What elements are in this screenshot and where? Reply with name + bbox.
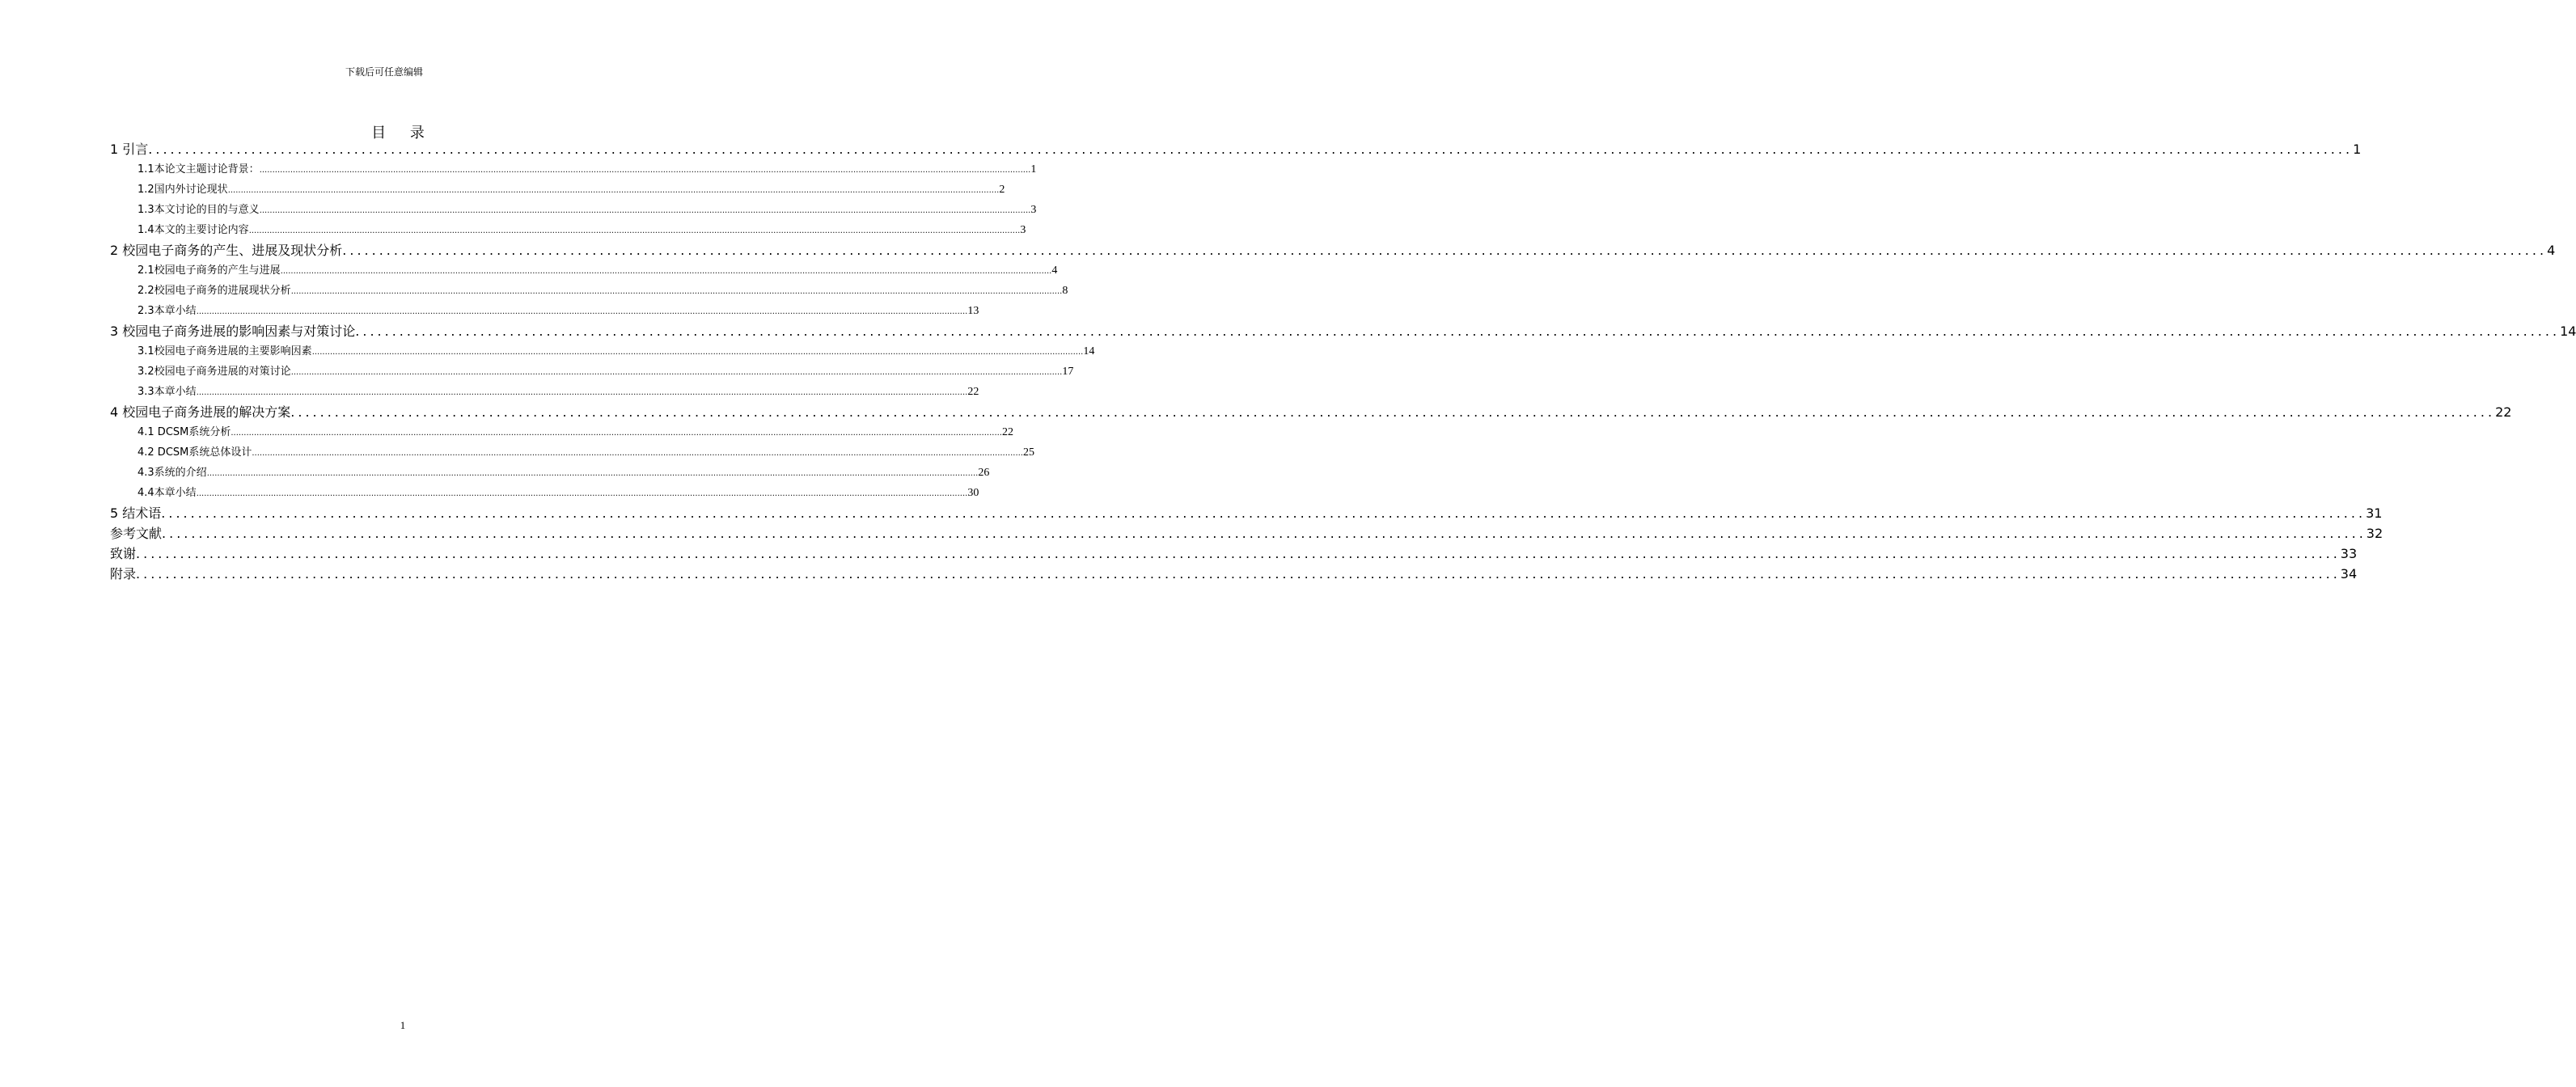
toc-dot-leader: ............................................................................................................................................................................................................................................................................................................ <box>136 546 2341 561</box>
toc-entry-label: 3.1校园电子商务进展的主要影响因素 <box>137 345 312 357</box>
toc-dot-leader: ............................................................................................................................................................................................................................................................................................................ <box>196 489 968 498</box>
toc-entry-page: 4 <box>2547 243 2556 258</box>
toc-section-entry[interactable] <box>110 463 990 483</box>
toc-entry-page: 3 <box>1020 224 1026 236</box>
toc-dot-leader: ............................................................................................................................................................................................................................................................................................................ <box>290 287 1063 296</box>
toc-entry-label: 4.2 DCSM系统总体设计 <box>137 446 252 459</box>
toc-chapter-entry[interactable] <box>110 564 2358 584</box>
toc-entry-label: 2.3本章小结 <box>137 305 197 317</box>
toc-section-entry[interactable] <box>110 422 1013 442</box>
page-header: 下载后可任意编辑 <box>345 66 423 78</box>
toc-entry-label: 4.1 DCSM系统分析 <box>137 426 231 438</box>
toc-entry-label: 4.3系统的介绍 <box>137 467 207 479</box>
toc-entry-page: 22 <box>967 386 979 398</box>
toc-entry-page: 31 <box>2366 505 2383 521</box>
toc-entry-label: 3.2校园电子商务进展的对策讨论 <box>137 366 291 378</box>
toc-entry-page: 4 <box>1051 264 1058 277</box>
toc-entry-label: 2.1校园电子商务的产生与进展 <box>137 264 281 277</box>
toc-dot-leader: ............................................................................................................................................................................................................................................................................................................ <box>290 404 2496 420</box>
toc-dot-leader: ............................................................................................................................................................................................................................................................................................................ <box>231 429 1002 438</box>
toc-section-entry[interactable] <box>110 180 1005 200</box>
toc-dot-leader: ............................................................................................................................................................................................................................................................................................................ <box>259 206 1031 215</box>
toc-dot-leader: ............................................................................................................................................................................................................................................................................................................ <box>290 368 1063 377</box>
toc-section-entry[interactable] <box>110 281 1068 301</box>
toc-entry-page: 1 <box>1030 163 1037 176</box>
toc-dot-leader: ............................................................................................................................................................................................................................................................................................................ <box>206 469 979 478</box>
toc-entry-page: 8 <box>1062 285 1068 297</box>
toc-chapter-entry[interactable] <box>110 321 2576 341</box>
toc-entry-page: 30 <box>967 487 979 499</box>
toc-entry-page: 2 <box>999 184 1005 196</box>
toc-title: 目 录 <box>371 125 434 142</box>
table-of-contents <box>110 139 2576 584</box>
page-number: 1 <box>400 1019 406 1031</box>
toc-section-entry[interactable] <box>110 362 1074 382</box>
toc-entry-label: 2 校园电子商务的产生、进展及现状分析 <box>110 243 343 258</box>
toc-entry-label: 附录 <box>110 566 137 582</box>
toc-dot-leader: ............................................................................................................................................................................................................................................................................................................ <box>136 566 2341 582</box>
toc-entry-label: 1.1本论文主题讨论背景： <box>137 163 260 176</box>
toc-entry-page: 17 <box>1062 366 1074 378</box>
toc-section-entry[interactable] <box>110 382 979 402</box>
toc-dot-leader: ............................................................................................................................................................................................................................................................................................................ <box>342 243 2548 258</box>
toc-entry-label: 4 校园电子商务进展的解决方案 <box>110 404 291 420</box>
toc-entry-label: 参考文献 <box>110 526 163 541</box>
toc-entry-label: 4.4本章小结 <box>137 487 197 499</box>
toc-section-entry[interactable] <box>110 260 1058 281</box>
toc-entry-page: 14 <box>1083 345 1095 357</box>
toc-dot-leader: ............................................................................................................................................................................................................................................................................................................ <box>248 226 1021 235</box>
toc-entry-page: 25 <box>1023 446 1034 459</box>
toc-dot-leader: ............................................................................................................................................................................................................................................................................................................ <box>148 142 2354 157</box>
toc-chapter-entry[interactable] <box>110 544 2358 564</box>
toc-chapter-entry[interactable] <box>110 402 2512 422</box>
toc-dot-leader: ............................................................................................................................................................................................................................................................................................................ <box>196 388 968 397</box>
toc-section-entry[interactable] <box>110 220 1026 240</box>
toc-dot-leader: ............................................................................................................................................................................................................................................................................................................ <box>355 324 2561 339</box>
toc-entry-label: 致谢 <box>110 546 137 561</box>
toc-entry-label: 3 校园电子商务进展的影响因素与对策讨论 <box>110 324 356 339</box>
toc-entry-page: 14 <box>2560 324 2576 339</box>
toc-dot-leader: ............................................................................................................................................................................................................................................................................................................ <box>196 307 968 316</box>
toc-section-entry[interactable] <box>110 159 1037 180</box>
toc-entry-label: 1.4本文的主要讨论内容 <box>137 224 249 236</box>
toc-entry-label: 1.3本文讨论的目的与意义 <box>137 204 260 216</box>
toc-chapter-entry[interactable] <box>110 139 2362 159</box>
toc-section-entry[interactable] <box>110 442 1034 463</box>
toc-chapter-entry[interactable] <box>110 523 2384 544</box>
toc-entry-page: 3 <box>1030 204 1037 216</box>
toc-dot-leader: ............................................................................................................................................................................................................................................................................................................ <box>161 505 2367 521</box>
toc-section-entry[interactable] <box>110 301 979 321</box>
toc-entry-label: 3.3本章小结 <box>137 386 197 398</box>
toc-dot-leader: ............................................................................................................................................................................................................................................................................................................ <box>280 267 1052 276</box>
toc-section-entry[interactable] <box>110 341 1095 362</box>
toc-entry-page: 32 <box>2366 526 2384 541</box>
toc-entry-label: 1.2国内外讨论现状 <box>137 184 228 196</box>
toc-entry-page: 34 <box>2340 566 2358 582</box>
toc-chapter-entry[interactable] <box>110 240 2556 260</box>
toc-entry-label: 5 结术语 <box>110 505 162 521</box>
toc-entry-label: 1 引言 <box>110 142 149 157</box>
toc-entry-label: 2.2校园电子商务的进展现状分析 <box>137 285 291 297</box>
toc-entry-page: 22 <box>1002 426 1013 438</box>
toc-entry-page: 26 <box>978 467 990 479</box>
toc-dot-leader: ............................................................................................................................................................................................................................................................................................................ <box>252 449 1023 458</box>
toc-chapter-entry[interactable] <box>110 503 2383 523</box>
toc-dot-leader: ............................................................................................................................................................................................................................................................................................................ <box>259 166 1031 175</box>
toc-dot-leader: ............................................................................................................................................................................................................................................................................................................ <box>311 348 1084 357</box>
toc-entry-page: 33 <box>2340 546 2358 561</box>
toc-entry-page: 22 <box>2495 404 2512 420</box>
toc-section-entry[interactable] <box>110 200 1037 220</box>
toc-dot-leader: ............................................................................................................................................................................................................................................................................................................ <box>162 526 2367 541</box>
toc-entry-page: 1 <box>2353 142 2362 157</box>
toc-dot-leader: ............................................................................................................................................................................................................................................................................................................ <box>227 186 1000 195</box>
toc-entry-page: 13 <box>967 305 979 317</box>
toc-section-entry[interactable] <box>110 483 979 503</box>
